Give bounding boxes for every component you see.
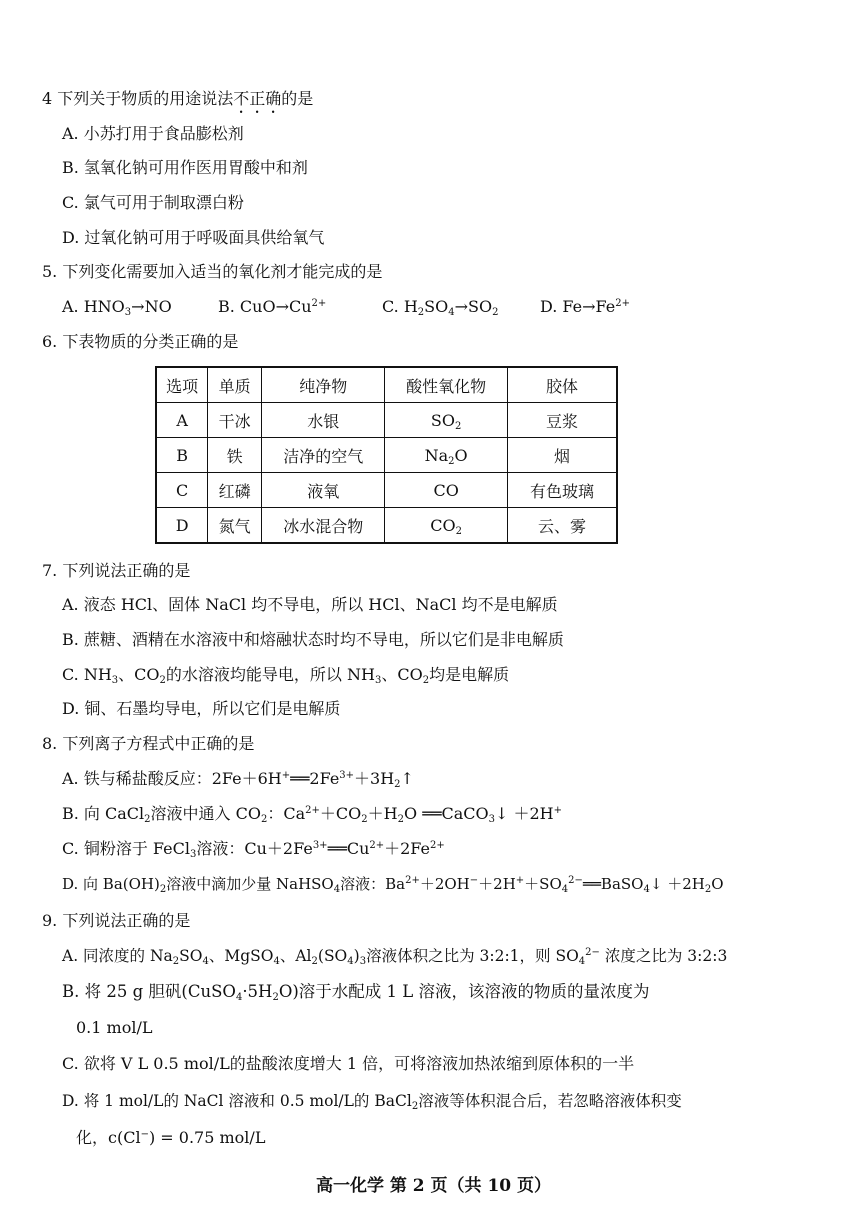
classification-table [155, 366, 618, 544]
q7-option-a: A. 液态 HCl、固体 NaCl 均不导电，所以 HCl、NaCl 均不是电解质 [62, 595, 558, 614]
q9-option-b-line2: 0.1 mol/L [76, 1018, 153, 1037]
q8-option-a: A. 铁与稀盐酸反应：$2Fe+6H^+══2Fe^{3+}+3H_2↑$ [62, 769, 414, 790]
q4-option-b: B. 氢氧化钠可用作医用胃酸中和剂 [62, 158, 308, 177]
table-cell: 洁净的空气 [262, 438, 385, 473]
q6-stem: 6. 下表物质的分类正确的是 [42, 332, 239, 351]
q7-option-d: D. 铜、石墨均导电，所以它们是电解质 [62, 699, 341, 718]
q4-option-c: C. 氯气可用于制取漂白粉 [62, 193, 244, 212]
q9-stem: 9. 下列说法正确的是 [42, 911, 191, 930]
table-cell: 氮气 [208, 508, 262, 544]
table-header-row [156, 367, 617, 403]
table-cell: 有色玻璃 [507, 473, 617, 508]
table-cell: 烟 [507, 438, 617, 473]
table-header-cell: 酸性氧化物 [385, 367, 508, 403]
q5-option-d: D. $Fe\to Fe^{2+}$ [540, 297, 630, 316]
table-cell: A [156, 403, 208, 438]
table-row [156, 403, 617, 438]
table-row [156, 473, 617, 508]
q5-option-c: C. $H_2SO_4\to SO_2$ [382, 297, 499, 318]
q4-stem: 4 下列关于物质的用途说法不正确的是 [42, 89, 314, 108]
q5-option-a: A. $HNO_3\to NO$ [62, 297, 172, 318]
q7-option-c: C. $NH_3$、$CO_2$的水溶液均能导电，所以 $NH_3$、$CO_2$均是电解质 [62, 665, 510, 686]
q7-stem: 7. 下列说法正确的是 [42, 561, 191, 580]
table-cell: $SO_2$ [385, 403, 508, 438]
table-cell: 豆浆 [507, 403, 617, 438]
table-cell: 干冰 [208, 403, 262, 438]
table-cell: 液氧 [262, 473, 385, 508]
q9-option-a: A. 同浓度的 $Na_2SO_4$、MgSO$_4$、$Al_2(SO_4)_3$溶液体积之比为 3:2:1，则 $SO_4^{2-}$ 浓度之比为 3:2:3 [62, 947, 728, 967]
table-header-cell: 选项 [156, 367, 208, 403]
table-header-cell: 胶体 [507, 367, 617, 403]
table-row [156, 438, 617, 473]
q5-option-b: B. $CuO\to Cu^{2+}$ [218, 297, 327, 316]
q8-option-c: C. 铜粉溶于 FeCl$_3$溶液：$Cu+2Fe^{3+}══Cu^{2+}+2Fe^{2+}$ [62, 839, 445, 860]
q9-option-d-line2: 化，c(Cl−) = 0.75 mol/L [76, 1128, 266, 1147]
table-cell: CO [385, 473, 508, 508]
table-cell: 云、雾 [507, 508, 617, 544]
q4-option-a: A. 小苏打用于食品膨松剂 [62, 124, 244, 143]
table-cell: $CO_2$ [385, 508, 508, 544]
table-cell: 铁 [208, 438, 262, 473]
q4-option-d: D. 过氧化钠可用于呼吸面具供给氧气 [62, 228, 325, 247]
table-cell: 冰水混合物 [262, 508, 385, 544]
table-cell: D [156, 508, 208, 544]
q9-option-b-line1: B. 将 25 g 胆矾$(CuSO_4\cdot 5H_2O)$溶于水配成 1 L 溶液，该溶液的物质的量浓度为 [62, 982, 650, 1003]
table-row [156, 508, 617, 544]
q8-stem: 8. 下列离子方程式中正确的是 [42, 734, 255, 753]
q8-option-d: D. 向 $Ba(OH)_2$溶液中滴加少量 NaHSO$_4$溶液：$Ba^{2+}+2OH^-+2H^++SO_4^{2-}══BaSO_4↓ +2H_2O$ [62, 875, 724, 895]
q8-option-b: B. 向 CaCl$_2$溶液中通入 $CO_2$：$Ca^{2+}+CO_2+H_2O$ ══CaCO$_3$↓ ＋2H+ [62, 804, 563, 825]
table-cell: 水银 [262, 403, 385, 438]
table-cell: C [156, 473, 208, 508]
table-header-cell: 纯净物 [262, 367, 385, 403]
table-cell: 红磷 [208, 473, 262, 508]
table-cell: B [156, 438, 208, 473]
table-header-cell: 单质 [208, 367, 262, 403]
q9-option-d-line1: D. 将 1 mol/L的 NaCl 溶液和 0.5 mol/L的 BaCl$_2$溶液等体积混合后，若忽略溶液体积变 [62, 1092, 682, 1112]
q9-option-c: C. 欲将 V L 0.5 mol/L的盐酸浓度增大 1 倍，可将溶液加热浓缩到原体积的一半 [62, 1054, 635, 1073]
q5-stem: 5. 下列变化需要加入适当的氧化剂才能完成的是 [42, 262, 383, 281]
page-footer: 高一化学 第 2 页（共 10 页） [315, 1176, 552, 1196]
table-cell: $Na_2O$ [385, 438, 508, 473]
q7-option-b: B. 蔗糖、酒精在水溶液中和熔融状态时均不导电，所以它们是非电解质 [62, 630, 564, 649]
